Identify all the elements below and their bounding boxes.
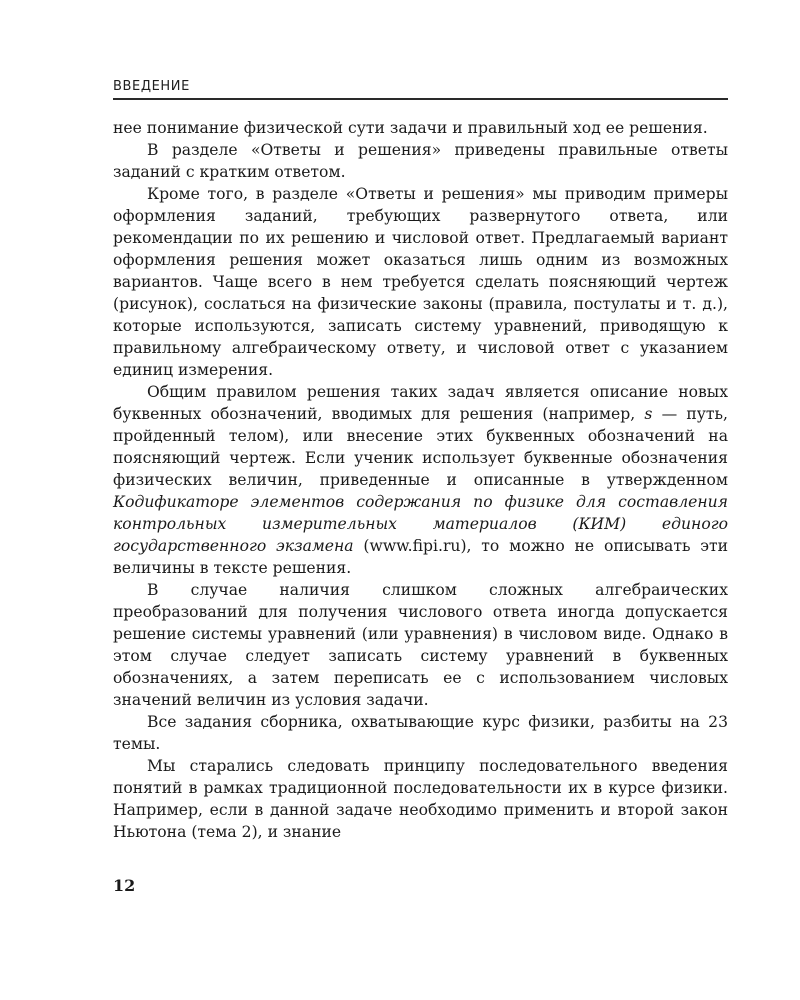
notation-text-1: Общим правилом решения таких задач является описание новых буквенных обозначений, вводимых для решения (например, — [113, 383, 728, 423]
section-title: ВВЕДЕНИЕ — [113, 79, 190, 94]
paragraph-answers-section: В разделе «Ответы и решения» приведены правильные ответы заданий с кратким ответом. — [113, 141, 728, 181]
page-number: 12 — [113, 876, 136, 895]
notation-text-2: — путь, пройденный телом), или внесение этих буквенных обозначений на поясняющий чертеж. Если ученик использует буквенные обозначения физических величин, приведенные и описанные в утвержденном — [113, 405, 729, 489]
codifier-title: Кодификаторе элементов содержания по физике для составления контрольных измерительных материалов (КИМ) единого государственного экзамена — [113, 493, 728, 555]
paragraph-solution-examples: Кроме того, в разделе «Ответы и решения» мы приводим примеры оформления заданий, требующих развернутого ответа, или рекомендации по их решению и числовой ответ. Предлагаемый вариант оформления решения может оказаться лишь одним из возможных вариантов. Чаще всего в нем требуется сделать поясняющий чертеж (рисунок), сослаться на физические законы (правила, постулаты и т. д.), которые используются, записать систему уравнений, приводящую к правильному алгебраическому ответу, и числовой ответ с указанием единиц измерения. — [113, 185, 728, 379]
body-text — [113, 117, 728, 843]
paragraph-numeric-solution: В случае наличия слишком сложных алгебраических преобразований для получения числового ответа иногда допускается решение системы уравнений (или уравнения) в числовом виде. Однако в этом случае следует записать систему уравнений в буквенных обозначениях, а затем переписать ее с использованием числовых значений величин из условия задачи. — [113, 581, 728, 709]
variable-s: s — [644, 405, 653, 423]
paragraph-sequence-principle: Мы старались следовать принципу последовательного введения понятий в рамках традиционной последовательности их в курсе физики. Например, если в данной задаче необходимо применить и второй закон Ньютона (тема 2), и знание — [113, 757, 728, 841]
paragraph-notation-rules — [113, 381, 728, 579]
paragraph-continuation: нее понимание физической сути задачи и правильный ход ее решения. — [113, 119, 708, 137]
notation-text-3: (www.fipi.ru), то можно не описывать эти величины в тексте решения. — [113, 537, 729, 577]
running-header — [113, 76, 728, 100]
paragraph-topics-count: Все задания сборника, охватывающие курс физики, разбиты на 23 темы. — [113, 713, 728, 753]
